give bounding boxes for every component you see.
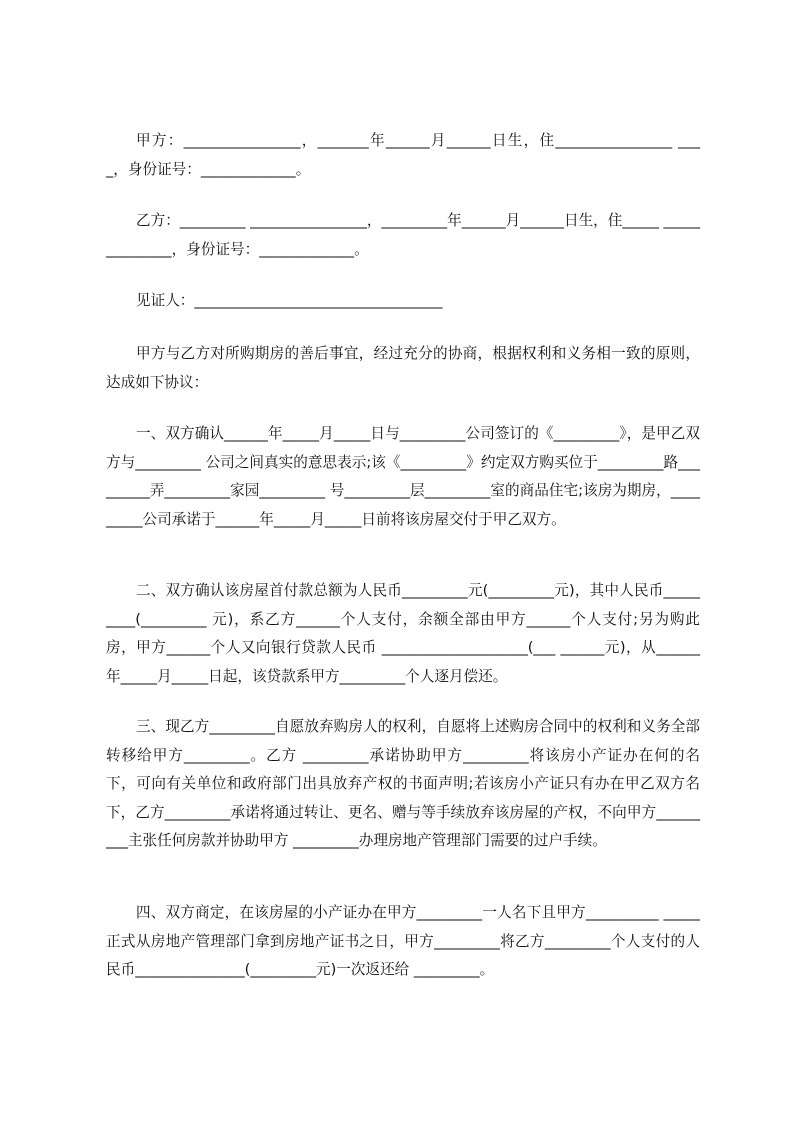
- preamble-paragraph: 甲方与乙方对所购期房的善后事宜，经过充分的协商，根据权利和义务相一致的原则，达成如下协议：: [106, 345, 700, 391]
- party-b-paragraph: 乙方：_________ ________________，_________年______月______日生，住_____ ______________，身份证号：_____________。: [106, 212, 700, 258]
- clause-four-paragraph: 四、双方商定，在该房屋的小产证办在甲方_________一人名下且甲方__________ _____正式从房地产管理部门拿到房地产证书之日，甲方_________将乙方_________个人支付的人民币_______________(_________元)一次返还给 _________。: [106, 904, 700, 978]
- witness-paragraph: 见证人：__________________________________: [136, 292, 443, 309]
- clause-two-paragraph: 二、双方确认该房屋首付款总额为人民币_________元(_________元)，其中人民币_________(_________ 元)，系乙方______个人支付，余额全部由甲方______个人支付;另为购此房，甲方______个人又向银行贷款人民币 ____________________(___ ______元)，从______年_____月_____日起，该贷款系甲方_________个人逐月偿还。: [106, 582, 700, 685]
- clause-three-paragraph: 三、现乙方_________自愿放弃购房人的权利，自愿将上述购房合同中的权利和义务全部转移给甲方_________。乙方 _________承诺协助甲方_________将该房小产证办在何的名下，可向有关单位和政府部门出具放弃产权的书面声明;若该房小产证只有办在甲乙双方名下，乙方_________承诺将通过转让、更名、赠与等手续放弃该房屋的产权，不向甲方_________主张任何房款并协助甲方 _________办理房地产管理部门需要的过户手续。: [106, 718, 700, 849]
- party-a-paragraph: 甲方：________________，_______年______月______日生，住________________ ____，身份证号：_____________。: [106, 132, 700, 178]
- clause-one-paragraph: 一、双方确认______年_____月_____日与_________公司签订的《_________》，是甲乙双方与_________ 公司之间真实的意思表示;该《_________》约定双方购买位于_________路_________弄_________家园_________ 号_________层_________室的商品住宅;该房为期房，_________公司承诺于______年_____月_____日前将该房屋交付于甲乙双方。: [106, 425, 700, 528]
